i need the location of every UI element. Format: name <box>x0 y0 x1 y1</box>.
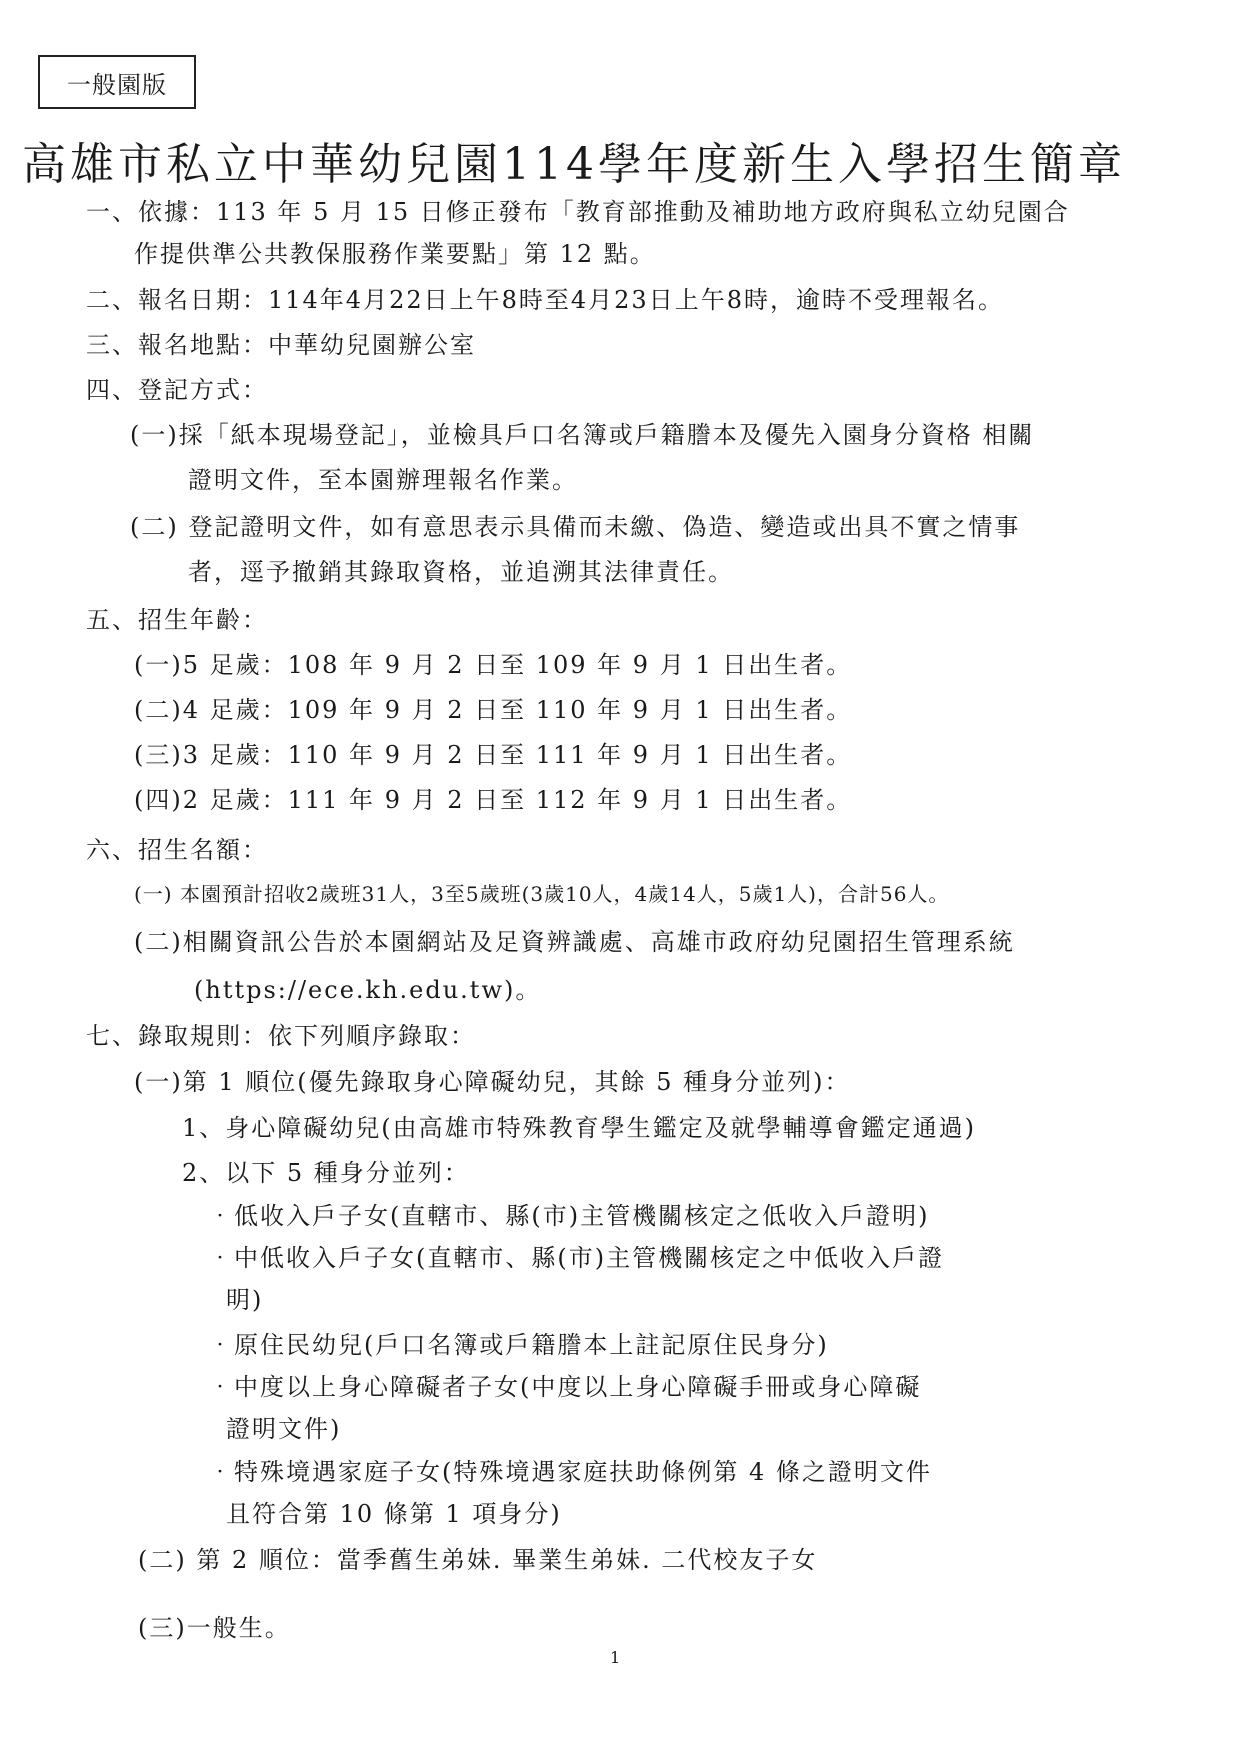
status-disabled-parent-line-1: ‧中度以上身心障礙者子女(中度以上身心障礙手冊或身心障礙 <box>208 1373 922 1401</box>
registration-method-heading: 四、登記方式： <box>86 376 268 404</box>
status-mid-low-income-line-1: ‧中低收入戶子女(直轄市、縣(市)主管機關核定之中低收入戶證 <box>208 1244 945 1272</box>
method-item-2-line-1: (二) 登記證明文件，如有意思表示具備而未繳、偽造、變造或出具不實之情事 <box>130 513 1021 541</box>
quota-item-1: (一) 本園預計招收2歲班31人，3至5歲班(3歲10人，4歲14人，5歲1人)，合計56人。 <box>134 882 950 906</box>
status-special-family-line-2: 且符合第 10 條第 1 項身分) <box>226 1500 562 1528</box>
quota-item-2-url: (https://ece.kh.edu.tw)。 <box>194 976 542 1004</box>
priority-1-item-2: 2、以下 5 種身分並列： <box>182 1159 470 1187</box>
basis-line-2: 作提供準公共教保服務作業要點」第 12 點。 <box>134 240 656 268</box>
age-heading: 五、招生年齡： <box>86 606 268 634</box>
status-low-income: ‧低收入戶子女(直轄市、縣(市)主管機關核定之低收入戶證明) <box>208 1202 930 1230</box>
quota-heading: 六、招生名額： <box>86 836 268 864</box>
status-indigenous: ‧原住民幼兒(戶口名簿或戶籍謄本上註記原住民身分) <box>208 1331 829 1359</box>
status-mid-low-income-line-2: 明) <box>226 1286 264 1314</box>
status-disabled-parent-line-2: 證明文件) <box>226 1415 342 1443</box>
admission-rules-heading: 七、錄取規則：依下列順序錄取： <box>86 1022 476 1050</box>
priority-1-heading: (一)第 1 順位(優先錄取身心障礙幼兒，其餘 5 種身分並列)： <box>134 1068 851 1096</box>
general-students: (三)一般生。 <box>138 1614 291 1642</box>
quota-item-2-line-1: (二)相關資訊公告於本園網站及足資辨識處、高雄市政府幼兒園招生管理系統 <box>134 928 1015 956</box>
edition-label-box <box>38 55 196 109</box>
method-item-1-line-1: (一)採「紙本現場登記」，並檢具戶口名簿或戶籍謄本及優先入園身分資格 相關 <box>130 421 1035 449</box>
age-item-3: (三)3 足歲：110 年 9 月 2 日至 111 年 9 月 1 日出生者。 <box>134 741 853 769</box>
document-title: 高雄市私立中華幼兒園114學年度新生入學招生簡章 <box>22 139 1126 190</box>
method-item-2-line-2: 者，逕予撤銷其錄取資格，並追溯其法律責任。 <box>188 558 734 586</box>
priority-2: (二) 第 2 順位：當季舊生弟妹. 畢業生弟妹. 二代校友子女 <box>138 1546 818 1574</box>
age-item-4: (四)2 足歲：111 年 9 月 2 日至 112 年 9 月 1 日出生者。 <box>134 786 853 814</box>
priority-1-item-1: 1、身心障礙幼兒(由高雄市特殊教育學生鑑定及就學輔導會鑑定通過) <box>182 1114 976 1142</box>
edition-label: 一般園版 <box>67 70 167 99</box>
method-item-1-line-2: 證明文件，至本園辦理報名作業。 <box>188 466 578 494</box>
basis-line-1: 一、依據：113 年 5 月 15 日修正發布「教育部推動及補助地方政府與私立幼兒園合 <box>86 198 1070 226</box>
age-item-1: (一)5 足歲：108 年 9 月 2 日至 109 年 9 月 1 日出生者。 <box>134 651 853 679</box>
age-item-2: (二)4 足歲：109 年 9 月 2 日至 110 年 9 月 1 日出生者。 <box>134 696 853 724</box>
registration-date: 二、報名日期：114年4月22日上午8時至4月23日上午8時，逾時不受理報名。 <box>86 286 1004 314</box>
registration-place: 三、報名地點：中華幼兒園辦公室 <box>86 331 476 359</box>
page-number: 1 <box>610 1648 621 1667</box>
status-special-family-line-1: ‧特殊境遇家庭子女(特殊境遇家庭扶助條例第 4 條之證明文件 <box>208 1458 932 1486</box>
